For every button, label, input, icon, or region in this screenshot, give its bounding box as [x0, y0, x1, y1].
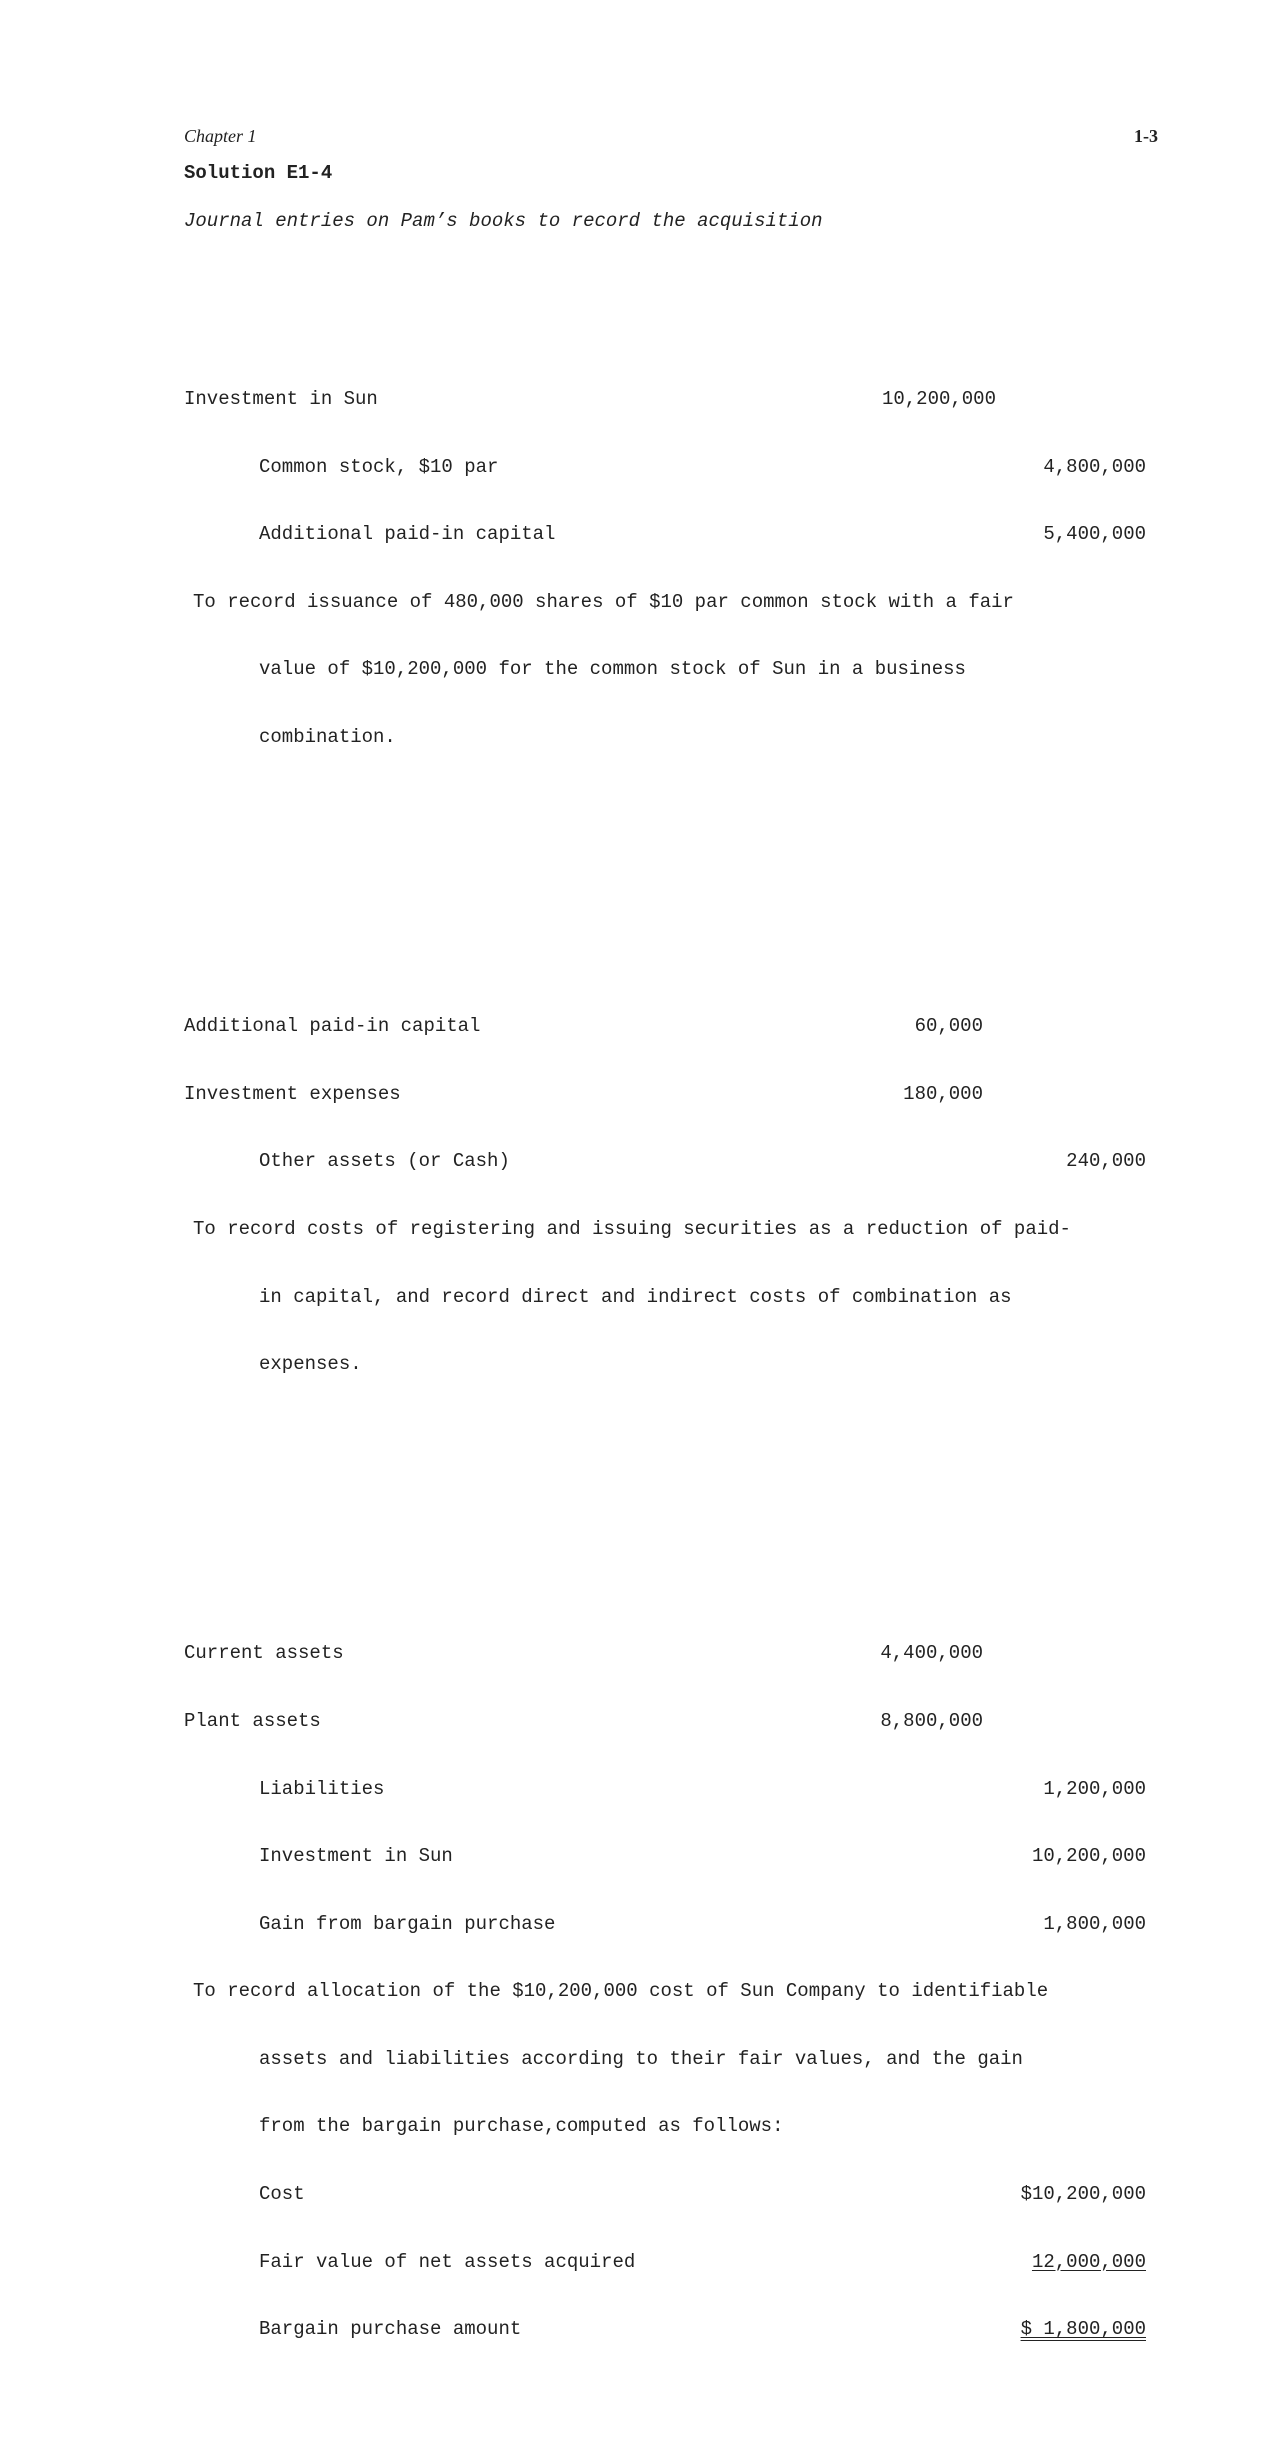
journal-entry-1: [0, 344, 1271, 794]
explanation-line: [0, 1218, 1271, 1242]
credit-line: [0, 1845, 1271, 1869]
solution-title: Solution E1-4: [184, 162, 333, 184]
debit-line: [0, 1710, 1271, 1734]
credit-account: Additional paid-in capital: [259, 523, 556, 546]
credit-amount: 5,400,000: [1043, 523, 1146, 546]
credit-account: Investment in Sun: [259, 1845, 453, 1868]
debit-amount: 8,800,000: [880, 1709, 983, 1732]
explanation-text: combination.: [259, 725, 396, 748]
credit-amount: 4,800,000: [1043, 455, 1146, 478]
computation-line: [0, 2318, 1271, 2342]
explanation-text: in capital, and record direct and indirect costs of combination as: [259, 1285, 1012, 1308]
explanation-line: [0, 2048, 1271, 2072]
page-number: 1-3: [1134, 126, 1158, 146]
debit-line: [0, 1642, 1271, 1666]
journal-entry-2: [0, 971, 1271, 1421]
debit-account: Investment expenses: [184, 1082, 401, 1105]
debit-account: Additional paid-in capital: [184, 1015, 481, 1038]
explanation-line: [0, 658, 1271, 682]
explanation-line: [0, 1980, 1271, 2004]
debit-amount: 4,400,000: [880, 1642, 983, 1665]
credit-line: [0, 523, 1271, 547]
debit-account: Current assets: [184, 1642, 344, 1665]
debit-amount: 180,000: [903, 1082, 983, 1105]
computation-total: $ 1,800,000: [1020, 2318, 1146, 2341]
explanation-line: [0, 1286, 1271, 1310]
explanation-text: To record costs of registering and issuing securities as a reduction of paid-: [193, 1217, 1071, 1240]
debit-line: [0, 1083, 1271, 1107]
computation-amount: 12,000,000: [1031, 2250, 1146, 2273]
credit-account: Common stock, $10 par: [259, 455, 499, 478]
journal-entries: [0, 256, 1271, 2452]
credit-line: [0, 456, 1271, 480]
explanation-text: expenses.: [259, 1353, 362, 1376]
computation-line: [0, 2251, 1271, 2275]
computation-label: Fair value of net assets acquired: [259, 2250, 636, 2273]
explanation-text: from the bargain purchase,computed as follows:: [259, 2115, 784, 2138]
explanation-line: [0, 1353, 1271, 1377]
explanation-text: value of $10,200,000 for the common stock of Sun in a business: [259, 658, 966, 681]
computation-label: Bargain purchase amount: [259, 2318, 522, 2341]
debit-account: Plant assets: [184, 1709, 321, 1732]
credit-line: [0, 1150, 1271, 1174]
explanation-text: assets and liabilities according to their fair values, and the gain: [259, 2047, 1023, 2070]
credit-amount: 1,200,000: [1043, 1777, 1146, 1800]
computation-amount: $10,200,000: [1020, 2183, 1146, 2206]
explanation-line: [0, 2115, 1271, 2139]
explanation-line: [0, 591, 1271, 615]
credit-account: Other assets (or Cash): [259, 1150, 510, 1173]
debit-line: [0, 388, 1271, 412]
credit-amount: 1,800,000: [1043, 1912, 1146, 1935]
credit-amount: 10,200,000: [1031, 1845, 1146, 1868]
journal-entry-3: [0, 1598, 1271, 2386]
section-subtitle: Journal entries on Pam’s books to record the acquisition: [184, 210, 823, 232]
chapter-label: Chapter 1: [184, 126, 257, 146]
computation-line: [0, 2183, 1271, 2207]
debit-line: [0, 1015, 1271, 1039]
explanation-text: To record issuance of 480,000 shares of $10 par common stock with a fair: [193, 590, 1014, 613]
debit-amount: 10,200,000: [881, 388, 996, 410]
computation-label: Cost: [259, 2183, 305, 2206]
credit-account: Gain from bargain purchase: [259, 1912, 556, 1935]
explanation-line: [0, 726, 1271, 750]
explanation-text: To record allocation of the $10,200,000 cost of Sun Company to identifiable: [193, 1980, 1049, 2003]
credit-line: [0, 1913, 1271, 1937]
debit-amount: 60,000: [914, 1015, 983, 1038]
credit-account: Liabilities: [259, 1777, 385, 1800]
credit-line: [0, 1778, 1271, 1802]
debit-account: Investment in Sun: [184, 388, 378, 410]
credit-amount: 240,000: [1066, 1150, 1146, 1173]
